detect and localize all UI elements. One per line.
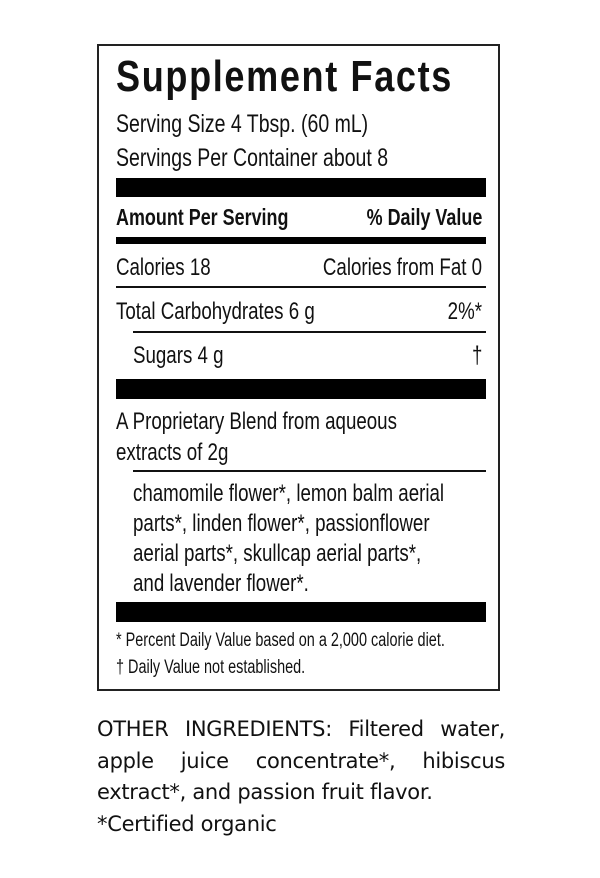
- indented-divider: [133, 470, 486, 472]
- thick-divider: [116, 379, 486, 399]
- calories-from-fat: Calories from Fat 0: [322, 254, 482, 281]
- blend-ingredient-line: parts*, linden flower*, passionflower: [133, 510, 430, 537]
- other-ingredients-text: OTHER INGREDIENTS: Filtered water, apple juice concentrate*, hibiscus extract*, and passion fruit flavor.: [97, 717, 505, 804]
- supplement-facts-panel: [97, 44, 500, 691]
- total-carbohydrates-dv: 2%*: [447, 298, 482, 325]
- thick-divider: [116, 602, 486, 622]
- footnote-percent-dv: * Percent Daily Value based on a 2,000 calorie diet.: [116, 630, 445, 651]
- blend-title-line1: A Proprietary Blend from aqueous: [116, 408, 397, 435]
- serving-size: Serving Size 4 Tbsp. (60 mL): [116, 110, 369, 138]
- other-ingredients: [97, 714, 505, 840]
- daily-value-header: % Daily Value: [366, 204, 482, 230]
- calories-label: Calories 18: [116, 254, 211, 281]
- panel-title: Supplement Facts: [116, 52, 453, 101]
- blend-title-line2: extracts of 2g: [116, 439, 229, 466]
- blend-ingredient-line: chamomile flower*, lemon balm aerial: [133, 480, 445, 507]
- certified-organic-note: *Certified organic: [97, 811, 277, 836]
- blend-ingredient-line: and lavender flower*.: [133, 570, 309, 597]
- thin-divider: [116, 286, 486, 288]
- amount-per-serving-header: Amount Per Serving: [116, 204, 289, 230]
- medium-divider: [116, 237, 486, 244]
- thick-divider: [116, 178, 486, 197]
- sugars-dv: †: [471, 342, 482, 369]
- servings-per-container: Servings Per Container about 8: [116, 144, 389, 172]
- blend-ingredient-line: aerial parts*, skullcap aerial parts*,: [133, 540, 422, 567]
- sugars-label: Sugars 4 g: [133, 342, 224, 369]
- footnote-dv-not-established: † Daily Value not established.: [116, 657, 306, 678]
- total-carbohydrates-label: Total Carbohydrates 6 g: [116, 298, 315, 325]
- indented-divider: [133, 331, 486, 333]
